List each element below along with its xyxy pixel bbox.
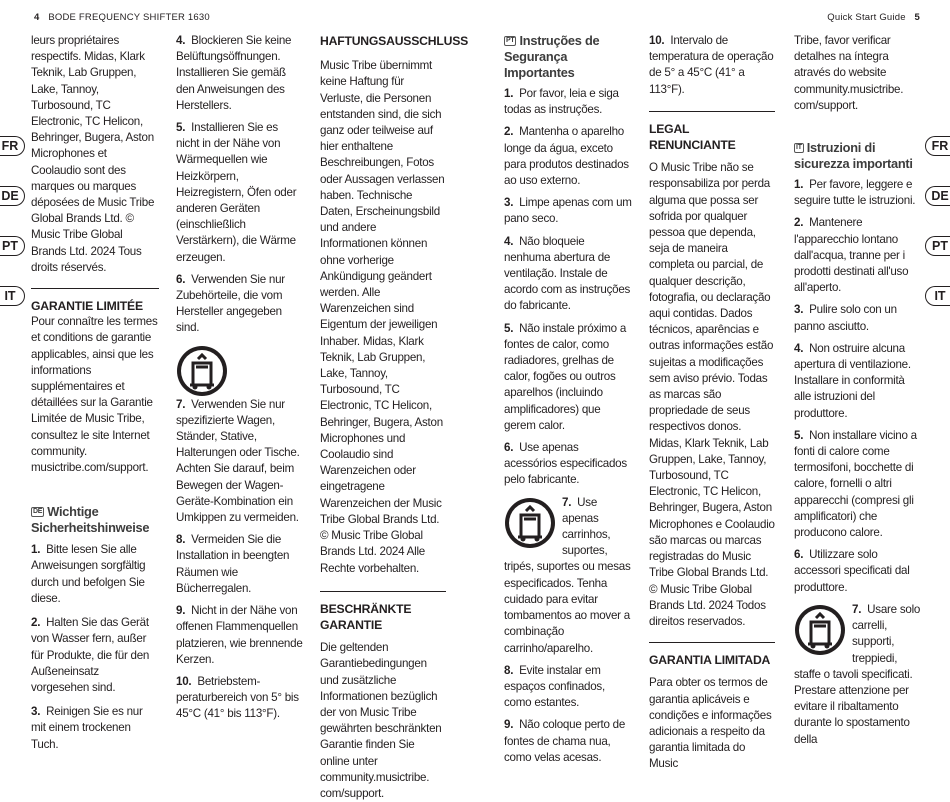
pt-disclaimer-text: O Music Tribe não se responsabiliza por perda alguma que possa ser sofrida por qualquer pessoa que dependa, seja de maneira completa ou parcial, de qualquer descrição, fotografia, ou declaração aqui contidas. Dados técnicos, aparências e outras informações estão sujeitas a modificações sem aviso prévio. Todas as marcas são propriedade de seus respectivos donos. Midas, Klark Teknik, Lab Gruppen, Lake, Tannoy, Turbosound, TC Electronic, TC Helicon, Behringer, Bugera, Aston Microphones e Coolaudio são marcas ou marcas registradas do Music Tribe Global Brands Ltd. © Music Tribe Global Brands Ltd. 2024 Todos direitos reservados. [649, 161, 775, 628]
pt-guarantee-section [649, 642, 775, 772]
pt-disclaimer-heading: LEGAL RENUNCIANTE [649, 121, 736, 153]
list-item: 9. Nicht in der Nähe von offenen Flammenquellen platzieren, wie brennende Kerzen. [176, 604, 303, 666]
column-5 [649, 33, 775, 773]
cart-tip-warning-icon [794, 604, 846, 656]
list-item: 9. Não coloque perto de fontes de chama nua, como velas acesas. [504, 718, 626, 764]
de-safety-section [31, 504, 159, 752]
pt-flag-badge: PT [506, 37, 515, 44]
fr-guarantee-heading: GARANTIE LIMITÉE [31, 299, 143, 314]
list-item: 10. Betriebstem-peraturbereich von 5° bis 45°C (41° bis 113°F). [176, 674, 299, 721]
tab-fr-right: FR [925, 136, 950, 156]
column-2 [176, 33, 304, 723]
de-safety-heading: Wichtige Sicherheitshinweise [31, 504, 150, 536]
left-header-title: BODE FREQUENCY SHIFTER 1630 [48, 12, 210, 23]
tab-fr-left: FR [0, 136, 25, 156]
list-item: 7. Verwenden Sie nur spezifizierte Wagen, Ständer, Stative, Halterungen oder Tische. Achten Sie darauf, beim Bewegen der Wagen-Geräte-Kombination ein Umkippen zu vermeiden. [176, 343, 304, 527]
list-item: 10. Intervalo de temperatura de operação de 5° a 45°C (41° a 113°F). [649, 34, 774, 96]
list-item: 2. Halten Sie das Gerät von Wasser fern, außer für Produkte, die für den Außeneinsatz vorgesehen sind. [31, 616, 150, 694]
list-item: 2. Mantenha o aparelho longe da água, exceto para produtos destinados ao uso externo. [504, 125, 629, 188]
tab-it-left: IT [0, 286, 25, 306]
pt-guarantee-continued-text: Tribe, favor verificar detalhes na íntegra através do website community.musictribe. com/support. [794, 34, 904, 112]
list-item: 6. Use apenas acessórios especificados pelo fabricante. [504, 441, 627, 487]
it-safety-heading: Istruzioni di sicurezza importanti [794, 140, 913, 172]
list-item: 1. Per favore, leggere e seguire tutte le istruzioni. [794, 178, 916, 208]
list-item: 2. Mantenere l'apparecchio lontano dall'acqua, tranne per i prodotti destinati all'uso all'aperto. [794, 216, 909, 295]
list-item: 8. Vermeiden Sie die Installation in beengten Räumen wie Bücherregalen. [176, 533, 290, 595]
de-disclaimer-heading: HAFTUNGSAUSSCHLUSS [320, 34, 469, 48]
list-item: 4. Blockieren Sie keine Belüftungsöffnungen. Installieren Sie gemäß den Anweisungen des Herstellers. [176, 34, 292, 112]
pt-guarantee-text: Para obter os termos de garantia aplicáveis e condições e informações adicionais a respeito da garantia limitada do Music [649, 676, 772, 771]
fr-guarantee-text: Pour connaître les termes et conditions de garantie applicables, ainsi que les informations supplémentaires et détaillées sur la Garantie Limitée de Music Tribe, consultez le site Internet community. musictribe.com/support. [31, 315, 158, 475]
left-page-number: 4 [34, 12, 40, 23]
de-guarantee-heading: BESCHRÄNKTE GARANTIE [320, 601, 412, 632]
cart-tip-warning-icon [504, 497, 556, 549]
tab-pt-left: PT [0, 236, 25, 256]
list-item: 7. Use apenas carrinhos, suportes, tripés, suportes ou mesas especificados. Tenha cuidado para evitar tombamentos ao mover a combinação carrinho/aparelho. [504, 495, 631, 655]
tab-it-right: IT [925, 286, 950, 306]
it-flag-badge: IT [796, 144, 802, 152]
list-item: 3. Pulire solo con un panno asciutto. [794, 303, 897, 333]
list-item: 1. Bitte lesen Sie alle Anweisungen sorgfältig durch und befolgen Sie diese. [31, 543, 146, 605]
list-item: 5. Não instale próximo a fontes de calor, como radiadores, grelhas de calor, fogões ou outros aparelhos (incluindo amplificadores) que gerem calor. [504, 321, 627, 432]
right-page-header [827, 12, 926, 23]
tab-de-right: DE [925, 186, 950, 206]
pt-safety-heading: Instruções de Segurança Importantes [504, 33, 600, 80]
pt-guarantee-heading: GARANTIA LIMITADA [649, 653, 771, 668]
list-item: 6. Utilizzare solo accessori specificati dal produttore. [794, 548, 910, 594]
column-1 [31, 33, 159, 753]
left-page-header [28, 12, 210, 23]
column-6 [794, 33, 922, 748]
list-item: 5. Installieren Sie es nicht in der Nähe von Wärmequellen wie Heizkörpern, Heizregistern, Öfen oder anderen Geräten (einschließlich Verstärkern), die Wärme erzeugen. [176, 121, 297, 264]
pt-disclaimer-section [649, 111, 775, 630]
list-item: 3. Reinigen Sie es nur mit einem trockenen Tuch. [31, 705, 143, 751]
list-item: 1. Por favor, leia e siga todas as instruções. [504, 87, 619, 117]
de-disclaimer-text: Music Tribe übernimmt keine Haftung für Verluste, die Personen entstanden sind, die sich ganz oder teilweise auf hier enthaltene Beschreibungen, Fotos oder Aussagen verlassen haben. Technische Daten, Erscheinungsbild und andere Informationen können ohne vorherige Ankündigung geändert werden. Alle Warenzeichen sind Eigentum der jeweiligen Inhaber. Midas, Klark Teknik, Lab Gruppen, Lake, Tannoy, Turbosound, TC Electronic, TC Helicon, Behringer, Bugera, Aston Microphones und Coolaudio sind Warenzeichen oder eingetragene Warenzeichen der Music Tribe Global Brands Ltd. © Music Tribe Global Brands Ltd. 2024 Alle Rechte vorbehalten. [320, 59, 445, 575]
de-flag-badge: DE [33, 508, 43, 516]
list-item: 7. Usare solo carrelli, supporti, treppiedi, staffe o tavoli specificati. Prestare attenzione per evitare il ribaltamento durante lo spostamento della [794, 602, 921, 746]
list-item: 4. Non ostruire alcuna apertura di ventilazione. Installare in conformità alle istruzioni del produttore. [794, 341, 911, 420]
de-guarantee-section [320, 591, 446, 802]
column-4 [504, 33, 632, 766]
right-page-number: 5 [914, 12, 920, 23]
list-item: 6. Verwenden Sie nur Zubehörteile, die vom Hersteller angegeben sind. [176, 272, 285, 335]
list-item: 8. Evite instalar em espaços confinados, como estantes. [504, 663, 605, 710]
cart-tip-warning-icon [176, 345, 228, 397]
tab-de-left: DE [0, 186, 25, 206]
list-item: 4. Não bloqueie nenhuma abertura de ventilação. Instale de acordo com as instruções do fabricante. [504, 234, 631, 313]
fr-trademark-text: leurs propriétaires respectifs. Midas, Klark Teknik, Lab Gruppen, Lake, Tannoy, Turbosound, TC Electronic, TC Helicon, Behringer, Bugera, Aston Microphones et Coolaudio sont des marques ou marques déposées de Music Tribe Global Brands Ltd. © Music Tribe Global Brands Ltd. 2024 Tous droits réservés. [31, 34, 155, 274]
list-item: 5. Non installare vicino a fonti di calore come termosifoni, bocchette di calore, fornelli o altri apparecchi (compresi gli amplificatori) che producono calore. [794, 428, 917, 540]
column-3 [320, 33, 469, 802]
fr-guarantee-section [31, 288, 159, 476]
list-item: 3. Limpe apenas com um pano seco. [504, 196, 632, 226]
tab-pt-right: PT [925, 236, 950, 256]
right-header-title: Quick Start Guide [827, 12, 906, 23]
de-guarantee-text: Die geltenden Garantiebedingungen und zusätzliche Informationen bezüglich der von Music Tribe gewährten beschränkten Garantie finden Sie online unter community.musictribe. com/support. [320, 641, 442, 800]
